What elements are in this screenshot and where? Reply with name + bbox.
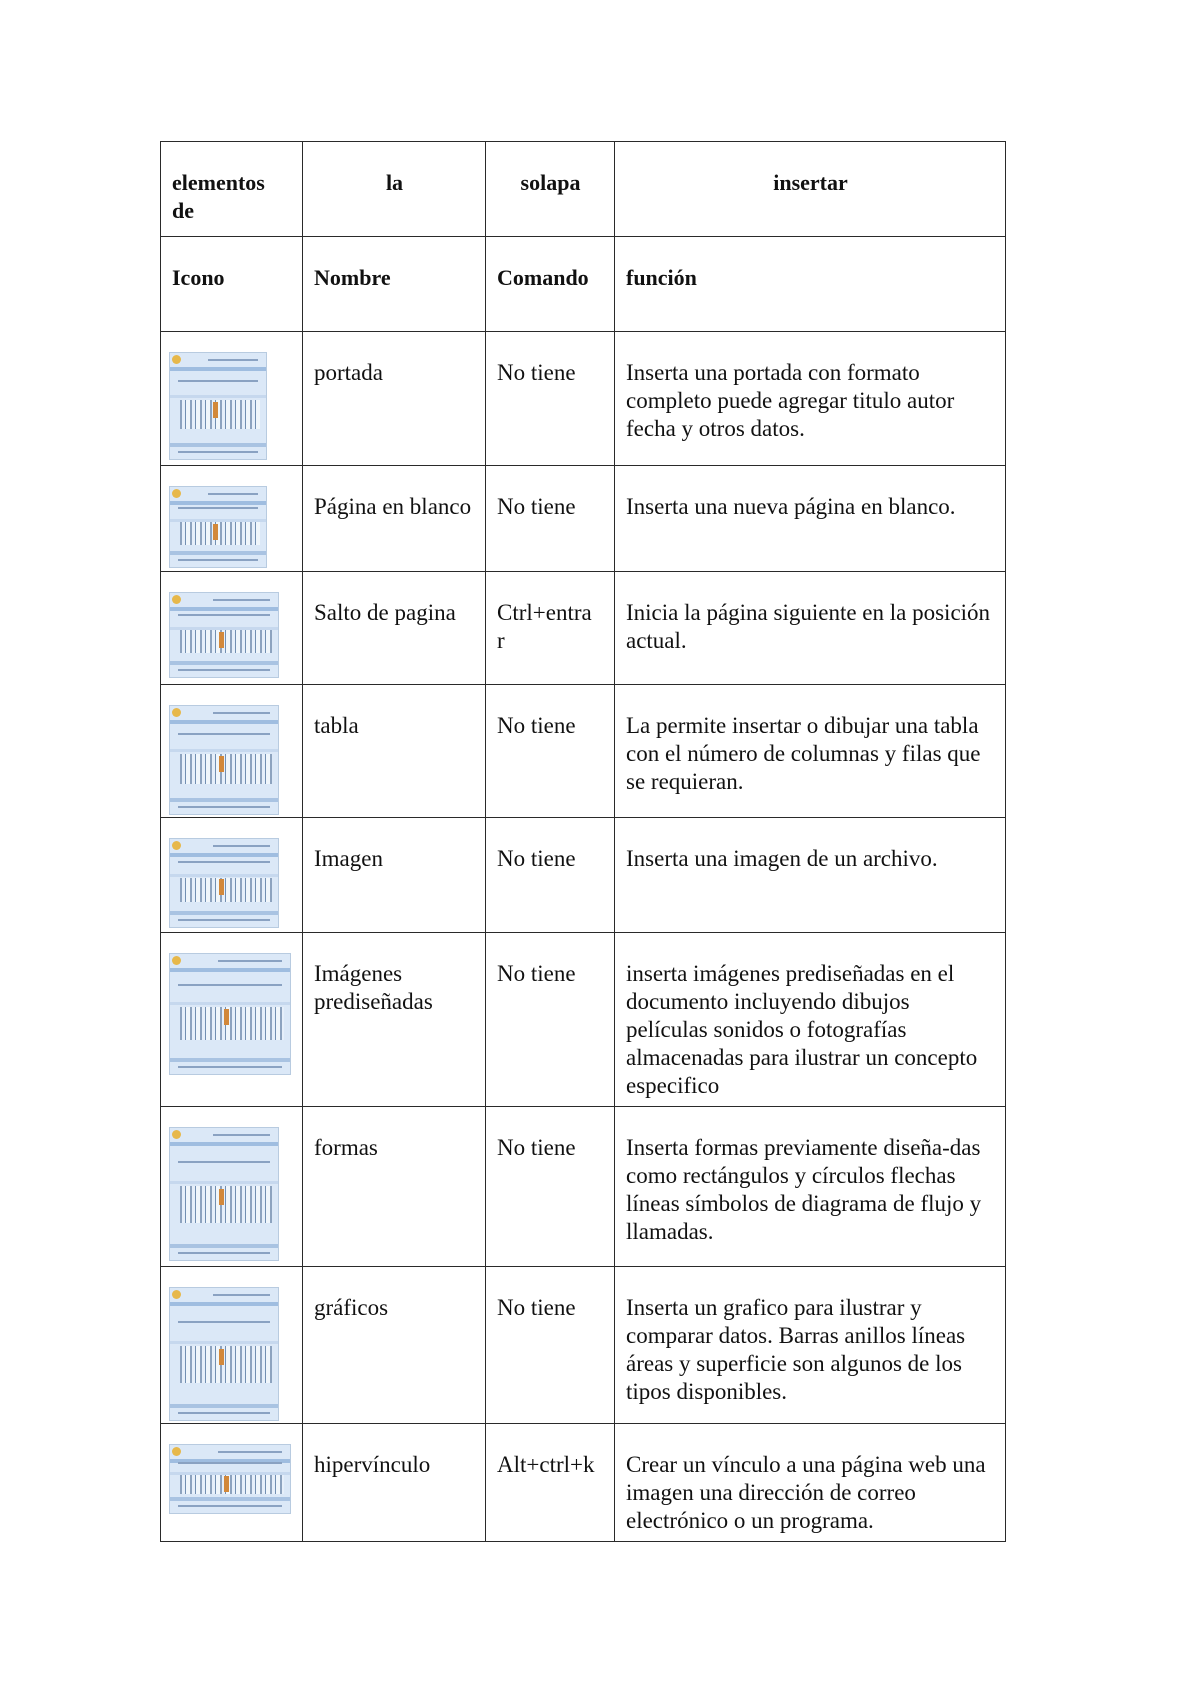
function-cell: Inserta una imagen de un archivo. [615,818,1006,933]
table-row [161,685,1006,818]
table-row [161,818,1006,933]
title-row [161,142,1006,237]
name-cell: Imágenes prediseñadas [303,933,486,1107]
insert-ribbon-thumbnail [169,838,279,928]
insert-ribbon-thumbnail [169,592,279,678]
table-row [161,466,1006,572]
function-cell: Inserta formas previamente diseña-das como rectángulos y círculos flechas líneas símbolos de diagrama de flujo y llamadas. [615,1107,1006,1267]
insert-ribbon-thumbnail [169,352,267,460]
name-cell: portada [303,332,486,466]
header-comando: Comando [486,237,615,332]
name-cell: Página en blanco [303,466,486,572]
table-row [161,332,1006,466]
name-cell: Imagen [303,818,486,933]
name-cell: formas [303,1107,486,1267]
name-cell: tabla [303,685,486,818]
title-cell-1: elementos de [161,142,303,237]
insert-ribbon-thumbnail [169,953,291,1075]
icon-cell [161,466,303,572]
table-row [161,933,1006,1107]
icon-cell [161,818,303,933]
insert-ribbon-thumbnail [169,705,279,815]
insert-ribbon-thumbnail [169,486,267,568]
command-cell: No tiene [486,933,615,1107]
table-body [161,332,1006,1542]
table-row [161,1424,1006,1542]
name-cell: Salto de pagina [303,572,486,685]
name-cell: gráficos [303,1267,486,1424]
title-cell-4: insertar [615,142,1006,237]
header-funcion: función [615,237,1006,332]
function-cell: Inserta una portada con formato completo puede agregar titulo autor fecha y otros datos. [615,332,1006,466]
function-cell: Crear un vínculo a una página web una imagen una dirección de correo electrónico o un programa. [615,1424,1006,1542]
command-cell: Ctrl+entra r [486,572,615,685]
icon-cell [161,332,303,466]
insert-ribbon-thumbnail [169,1287,279,1421]
table-row [161,1267,1006,1424]
command-cell: No tiene [486,1267,615,1424]
function-cell: Inicia la página siguiente en la posición actual. [615,572,1006,685]
command-cell: Alt+ctrl+k [486,1424,615,1542]
icon-cell [161,933,303,1107]
command-cell: No tiene [486,332,615,466]
icon-cell [161,1424,303,1542]
header-icono: Icono [161,237,303,332]
function-cell: inserta imágenes prediseñadas en el documento incluyendo dibujos películas sonidos o fotografías almacenadas para ilustrar un concepto especifico [615,933,1006,1107]
name-cell: hipervínculo [303,1424,486,1542]
function-cell: Inserta una nueva página en blanco. [615,466,1006,572]
table-row [161,572,1006,685]
icon-cell [161,572,303,685]
function-cell: La permite insertar o dibujar una tabla con el número de columnas y filas que se requieran. [615,685,1006,818]
title-cell-3: solapa [486,142,615,237]
command-cell: No tiene [486,1107,615,1267]
header-row [161,237,1006,332]
function-cell: Inserta un grafico para ilustrar y comparar datos. Barras anillos líneas áreas y superficie son algunos de los tipos disponibles. [615,1267,1006,1424]
command-cell: No tiene [486,466,615,572]
command-cell: No tiene [486,685,615,818]
command-cell: No tiene [486,818,615,933]
table-row [161,1107,1006,1267]
insert-ribbon-thumbnail [169,1444,291,1514]
insert-ribbon-thumbnail [169,1127,279,1261]
icon-cell [161,1107,303,1267]
icon-cell [161,1267,303,1424]
icon-cell [161,685,303,818]
header-nombre: Nombre [303,237,486,332]
insert-tab-table [160,141,1006,1542]
title-cell-2: la [303,142,486,237]
